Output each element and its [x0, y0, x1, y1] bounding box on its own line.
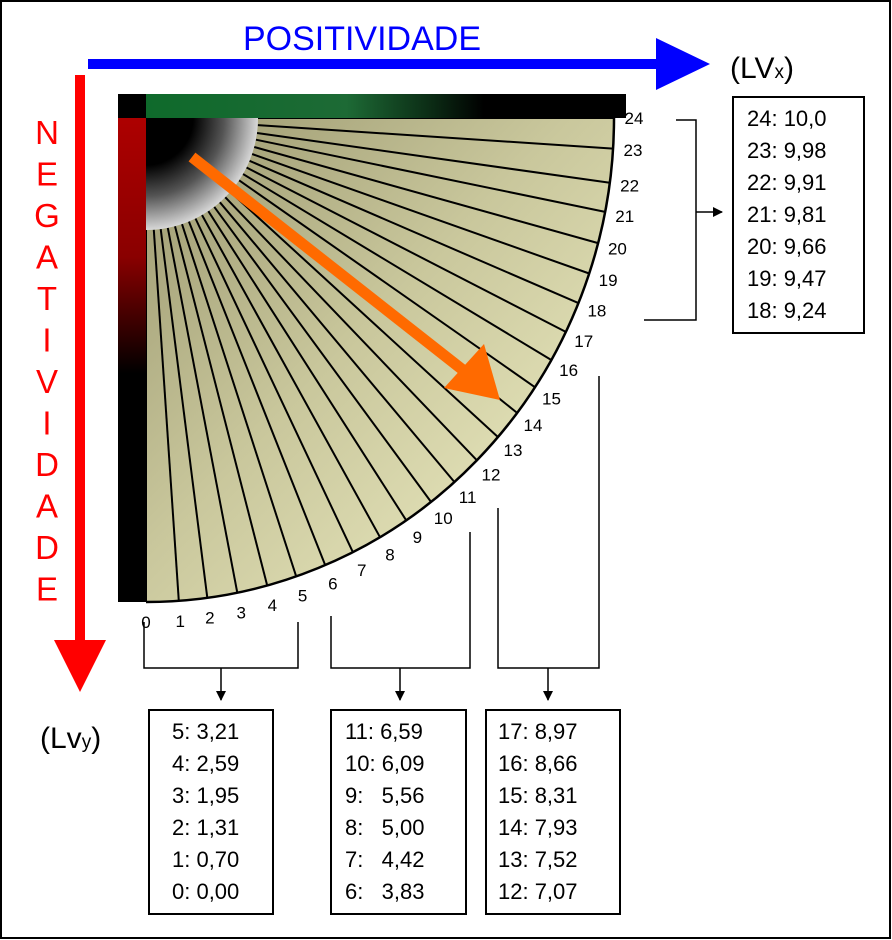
ray-label: 9 [412, 527, 423, 547]
box-bottom-3-line: 15: 8,31 [498, 783, 578, 808]
box-bottom-2-line: 8: 5,00 [345, 815, 425, 840]
ray-label: 3 [236, 603, 246, 623]
box-bottom-2-line: 6: 3,83 [345, 879, 425, 904]
negativity-letter: E [35, 155, 59, 193]
ray-label: 19 [598, 270, 618, 290]
box-bottom-3-line: 16: 8,66 [498, 751, 578, 776]
ray-label: 20 [607, 239, 627, 259]
negativity-letter: I [42, 404, 52, 442]
lvy-label: (Lvy) [40, 722, 102, 755]
box-bottom-3-line: 14: 7,93 [498, 815, 578, 840]
negativity-letter: A [35, 238, 59, 276]
ray-label: 18 [587, 301, 607, 321]
box-bottom-3-line: 12: 7,07 [498, 879, 578, 904]
ray-label: 11 [458, 488, 477, 508]
box-right-line: 22: 9,91 [747, 170, 827, 195]
box-bottom-1-line: 0: 0,00 [172, 879, 240, 904]
box-bottom-3-line: 13: 7,52 [498, 847, 578, 872]
box-bottom-1-line: 1: 0,70 [172, 847, 240, 872]
bracket-bottom-1 [144, 622, 298, 668]
ray-label: 16 [559, 361, 579, 380]
ray-label: 4 [267, 595, 278, 615]
ray-label: 8 [385, 545, 395, 565]
negativity-letter: V [35, 363, 59, 400]
negativity-label [34, 114, 60, 608]
box-bottom-2-line: 11: 6,59 [345, 719, 423, 744]
box-bottom-1-line: 2: 1,31 [172, 815, 240, 840]
ray-label: 1 [175, 611, 185, 631]
box-bottom-3-line: 17: 8,97 [498, 719, 578, 744]
negativity-letter: N [35, 114, 59, 151]
negativity-letter: I [42, 321, 52, 359]
box-right-line: 24: 10,0 [747, 106, 827, 131]
box-right-line: 23: 9,98 [747, 138, 827, 163]
value-box-bottom-1 [149, 710, 273, 914]
ray-label: 22 [620, 176, 640, 196]
ray-label: 17 [574, 331, 594, 351]
negativity-arrowhead [54, 640, 106, 692]
negativity-letter: A [35, 487, 59, 525]
positivity-bar [118, 94, 626, 118]
ray-label: 24 [624, 109, 644, 128]
corner-block [118, 94, 146, 118]
positivity-label: POSITIVIDADE [242, 20, 482, 58]
positivity-arrowhead [656, 38, 710, 90]
negativity-letter: D [35, 446, 59, 483]
ray-label: 12 [481, 465, 501, 485]
box-bottom-1-line: 5: 3,21 [172, 719, 240, 744]
value-box-bottom-3 [486, 710, 620, 914]
bracket-right [644, 120, 696, 320]
box-bottom-1-line: 3: 1,95 [172, 783, 240, 808]
ray-label: 10 [433, 508, 453, 528]
box-right-line: 21: 9,81 [747, 202, 827, 227]
value-box-bottom-2 [331, 710, 466, 914]
box-right-line: 20: 9,66 [747, 234, 827, 259]
box-bottom-1-line: 4: 2,59 [172, 751, 240, 776]
ray-label: 7 [356, 561, 367, 581]
ray-label: 15 [542, 389, 561, 409]
ray-label: 2 [205, 608, 215, 628]
ray-label: 6 [328, 574, 338, 594]
box-bottom-2-line: 10: 6,09 [345, 751, 425, 776]
ray-label: 5 [297, 586, 308, 606]
lvx-label: (LVx) [730, 52, 794, 85]
negativity-letter: T [36, 280, 58, 317]
ray-label: 21 [615, 206, 635, 226]
box-bottom-2-line: 9: 5,56 [345, 783, 425, 808]
negativity-letter: G [34, 197, 60, 234]
value-box-right [733, 97, 864, 333]
negativity-bar [118, 94, 146, 602]
negativity-letter: D [35, 529, 59, 566]
ray-label: 13 [503, 441, 523, 461]
negativity-letter: E [35, 570, 59, 608]
ray-label: 23 [623, 140, 643, 160]
box-right-line: 19: 9,47 [747, 266, 827, 291]
ray-label: 0 [141, 613, 151, 632]
ray-label: 14 [523, 416, 543, 435]
box-right-line: 18: 9,24 [747, 298, 827, 323]
box-bottom-2-line: 7: 4,42 [345, 847, 425, 872]
